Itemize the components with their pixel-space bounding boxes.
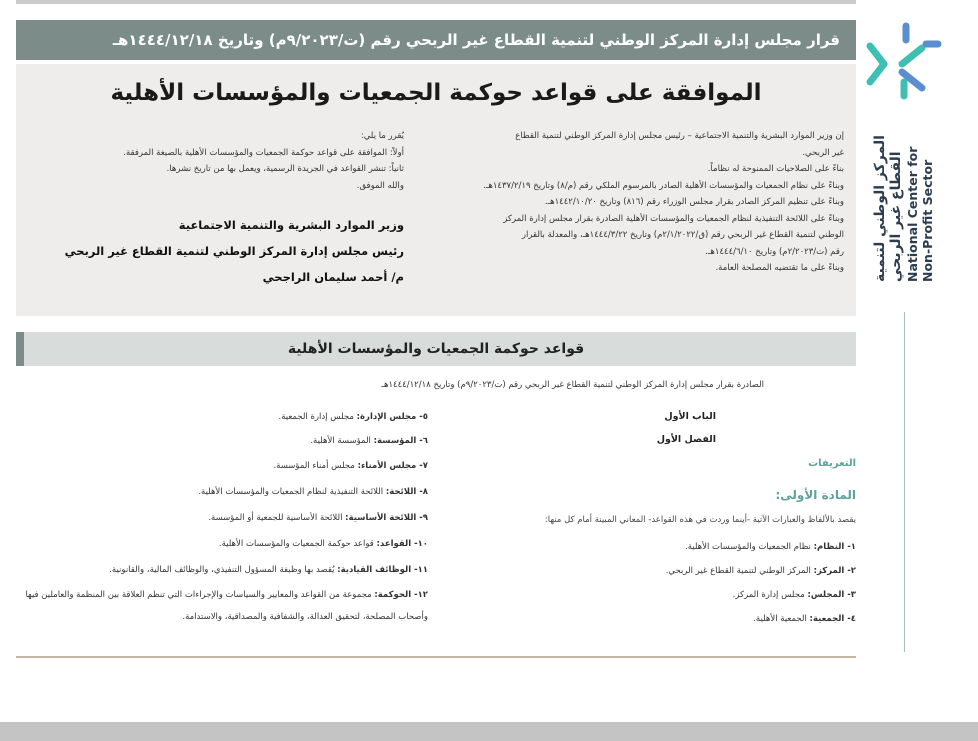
signature-line: م/ أحمد سليمان الراجحي xyxy=(262,270,404,284)
definition-item: ١١- الوظائف القيادية: يُقصد بها وظيفة المسؤول التنفيذي، والوظائف المالية، والقانونية. xyxy=(109,565,428,575)
ncnp-logo-mark xyxy=(866,20,946,300)
definition-item: ٦- المؤسسة: المؤسسة الأهلية. xyxy=(310,436,428,446)
bottom-divider xyxy=(16,656,856,658)
rules-title: قواعد حوكمة الجمعيات والمؤسسات الأهلية xyxy=(287,341,585,357)
definition-item: ٧- مجلس الأمناء: مجلس أمناء المؤسسة. xyxy=(273,461,428,471)
footer-band xyxy=(0,722,978,741)
definition-item: ١٠- القواعد: قواعد حوكمة الجمعيات والمؤسسات الأهلية. xyxy=(218,539,428,549)
preamble-line: بناءً على الصلاحيات الممنوحة له نظاماً. xyxy=(707,164,844,174)
logo-name-en-2: Non-Profit Sector xyxy=(920,159,935,282)
article-heading: المادة الأولى: xyxy=(775,488,856,502)
preamble-line: وبناءً على ما تقتضيه المصلحة العامة. xyxy=(715,263,844,273)
rules-bar-edge xyxy=(16,332,24,366)
definition-item: ٣- المجلس: مجلس إدارة المركز. xyxy=(732,590,856,600)
chapter-heading: الفصل الأول xyxy=(656,434,716,445)
resolution-line: ثانياً: تنشر القواعد في الجريدة الرسمية، ويعمل بها من تاريخ نشرها. xyxy=(166,164,404,174)
definition-item: ٥- مجلس الإدارة: مجلس إدارة الجمعية. xyxy=(278,412,428,422)
definition-item: ٤- الجمعية: الجمعية الأهلية. xyxy=(753,614,856,624)
rules-title-bar xyxy=(16,332,856,366)
definition-item: ٢- المركز: المركز الوطني لتنمية القطاع غير الربحي. xyxy=(665,566,856,576)
decree-title: الموافقة على قواعد حوكمة الجمعيات والمؤسسات الأهلية xyxy=(110,80,762,106)
logo-name-ar-1: المركز الوطني لتنمية xyxy=(872,135,888,282)
decree-box xyxy=(16,64,856,316)
definitions-heading: التعريفات xyxy=(808,458,856,469)
preamble-line: الوطني لتنمية القطاع غير الربحي رقم (ق/٢/١/٢٠٢٢م) وتاريخ ١٤٤٤/٣/٢٢هـ، والمعدلة بالقرار xyxy=(521,230,844,240)
definition-item: ٩- اللائحة الأساسية: اللائحة الأساسية للجمعية أو المؤسسة. xyxy=(208,513,428,523)
signature-line: وزير الموارد البشرية والتنمية الاجتماعية xyxy=(178,218,404,232)
preamble-line: وبناءً على نظام الجمعيات والمؤسسات الأهلية الصادر بالمرسوم الملكي رقم (م/٨) وتاريخ ١٤٣٧/٢/١٩هـ. xyxy=(483,180,844,191)
preamble-line: غير الربحي. xyxy=(802,147,844,158)
decree-preamble xyxy=(454,128,844,277)
definition-item: ١٢- الحوكمة: مجموعة من القواعد والمعايير والسياسات والإجراءات التي تنظم العلاقة بين المنظمة والعاملين فيها وأصحاب المصلحة، لتحقيق العدالة، والشفافية والمصداقية، والاستدامة. xyxy=(25,590,428,622)
signature-block xyxy=(24,212,404,290)
logo-name-ar-2: القطاع غير الربحي xyxy=(888,151,904,282)
rules-issued-line: الصادرة بقرار مجلس إدارة المركز الوطني لتنمية القطاع غير الربحي رقم (ت/٩/٢٠٢٣م) وتاريخ ١٤٤٤/١٢/١٨هـ xyxy=(381,380,764,390)
article-intro: يقصد بالألفاظ والعبارات الآتية -أينما وردت في هذه القواعد- المعاني المبينة أمام كل منها: xyxy=(544,515,856,525)
resolution-line: يُقرر ما يلي: xyxy=(360,131,404,141)
logo-divider xyxy=(904,312,905,652)
resolution-line: أولاً: الموافقة على قواعد حوكمة الجمعيات والمؤسسات الأهلية بالصيغة المرفقة. xyxy=(123,147,404,158)
preamble-line: وبناءً على تنظيم المركز الصادر بقرار مجلس الوزراء رقم (٨١٦) وتاريخ ١٤٤٢/١٠/٢٠هـ. xyxy=(544,197,844,207)
preamble-line: إن وزير الموارد البشرية والتنمية الاجتماعية – رئيس مجلس إدارة المركز الوطني لتنمية القطاع xyxy=(515,131,844,141)
top-divider xyxy=(16,0,856,4)
definition-item: ١- النظام: نظام الجمعيات والمؤسسات الأهلية. xyxy=(685,542,856,552)
part-heading: الباب الأول xyxy=(664,411,716,422)
preamble-line: وبناءً على اللائحة التنفيذية لنظام الجمعيات والمؤسسات الأهلية الصادرة بقرار مجلس إدارة المركز xyxy=(503,213,844,224)
signature-line: رئيس مجلس إدارة المركز الوطني لتنمية القطاع غير الربحي xyxy=(64,244,404,258)
resolution-line: والله الموفق. xyxy=(356,180,404,191)
decree-header: قرار مجلس إدارة المركز الوطني لتنمية القطاع غير الربحي رقم (ت/٩/٢٠٢٣م) وتاريخ ١٤٤٤/١٢/١٨هـ xyxy=(16,20,856,60)
ncnp-logo xyxy=(866,20,946,300)
logo-name-en-1: National Center for xyxy=(905,146,920,282)
definition-item: ٨- اللائحة: اللائحة التنفيذية لنظام الجمعيات والمؤسسات الأهلية. xyxy=(198,487,428,497)
preamble-line: رقم (ت/٢/٢٠٢٣م) وتاريخ ١٤٤٤/٦/١٠هـ. xyxy=(705,246,844,257)
decree-resolution xyxy=(24,128,404,290)
